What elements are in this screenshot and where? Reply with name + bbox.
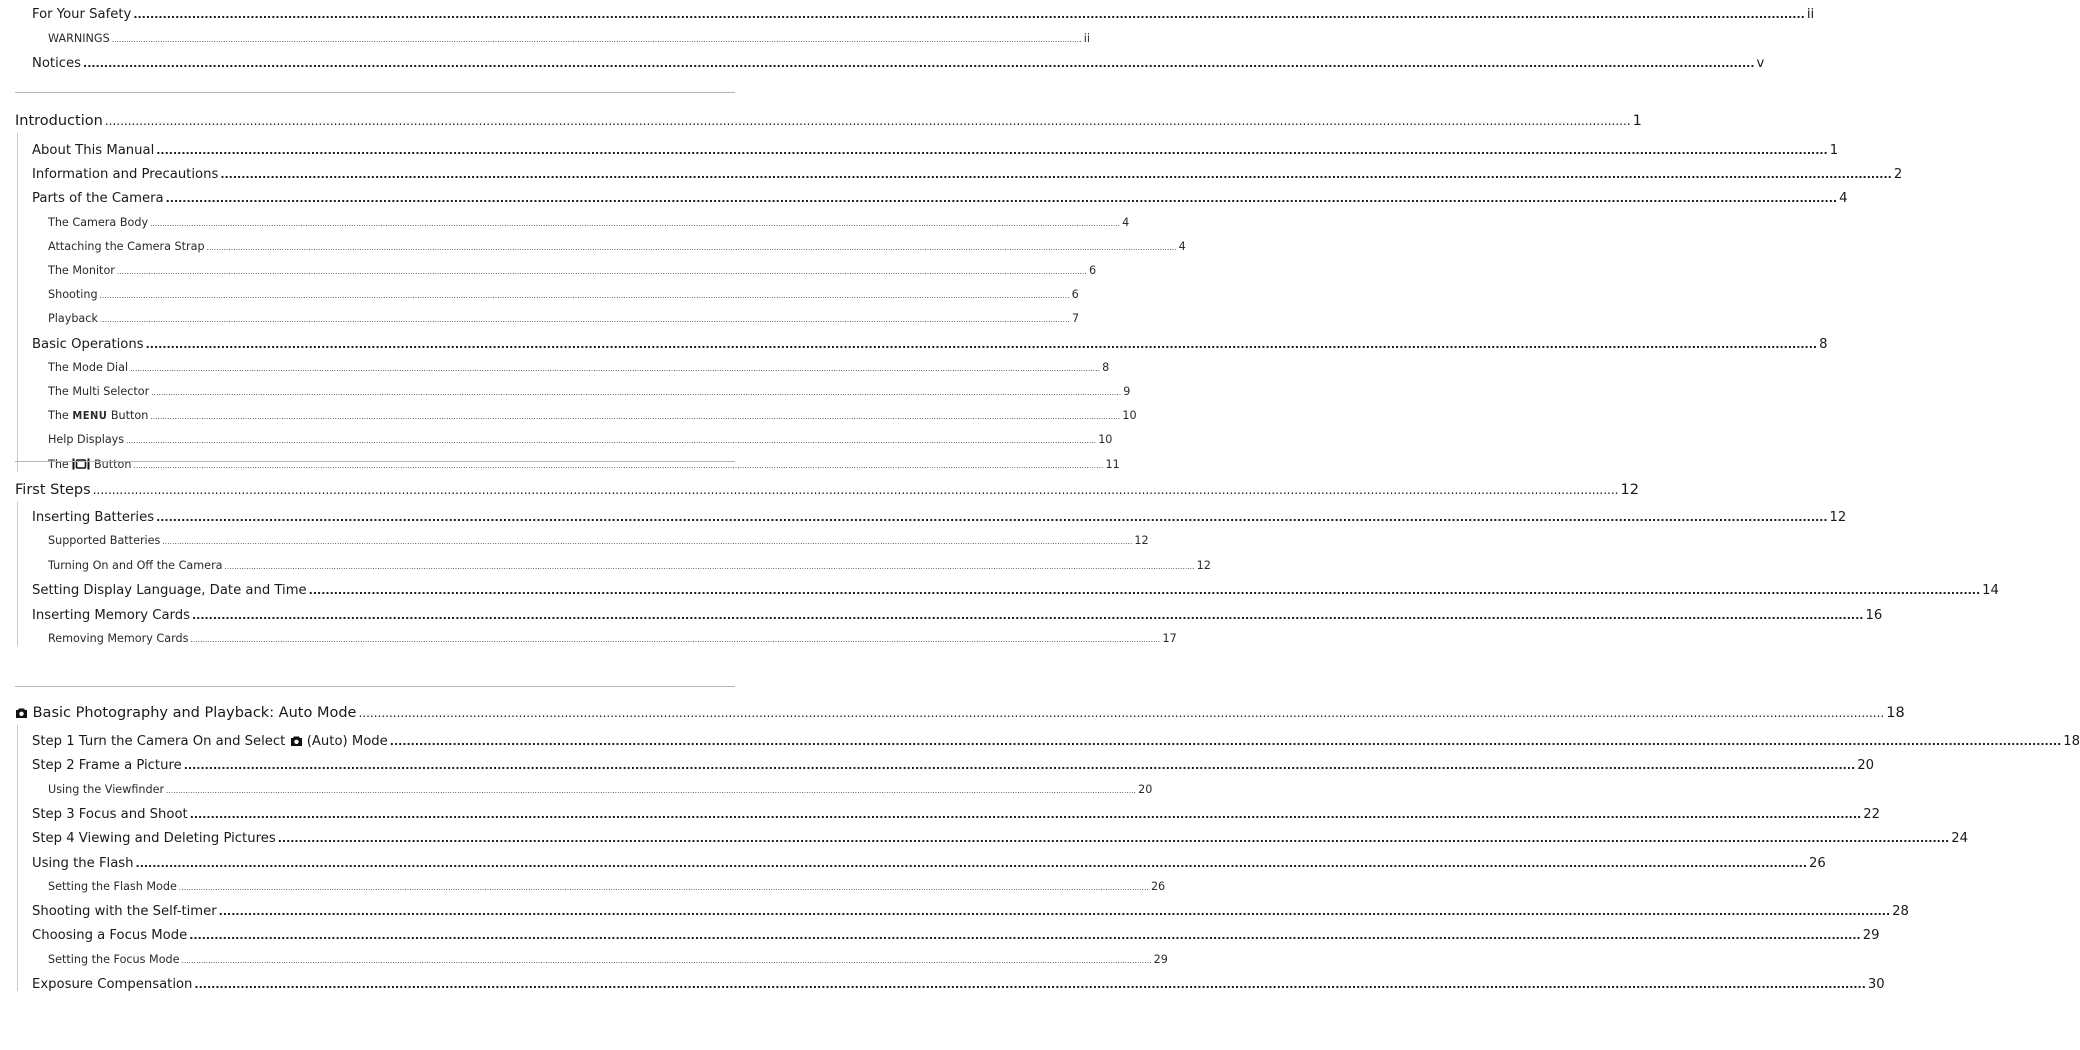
toc-entry[interactable] xyxy=(32,336,1828,352)
toc-entry-label: Step 4 Viewing and Deleting Pictures xyxy=(32,831,276,847)
toc-entry[interactable] xyxy=(48,312,1080,326)
toc-entry-label: About This Manual xyxy=(32,143,155,158)
toc-page-number: 30 xyxy=(1867,977,1885,992)
dot-leader: ................................................................................................................................................................................................................................................................................................................................................................................................................ xyxy=(133,461,1104,470)
toc-page-number: 1 xyxy=(1632,113,1642,129)
toc-entry[interactable] xyxy=(32,806,1880,822)
dot-leader: ................................................................................................................................................................................................................................................................................................................................................................................................................ xyxy=(220,168,1892,182)
dot-leader: ................................................................................................................................................................................................................................................................................................................................................................................................................ xyxy=(165,192,1838,206)
toc-entry[interactable] xyxy=(32,7,1815,22)
toc-entry[interactable] xyxy=(32,510,1847,525)
toc-page-number: 9 xyxy=(1123,385,1131,398)
toc-entry-label: The Multi Selector xyxy=(48,385,150,398)
toc-entry[interactable] xyxy=(32,734,2080,749)
section-divider xyxy=(15,461,735,462)
toc-entry[interactable] xyxy=(48,385,1131,398)
camera-icon xyxy=(15,705,28,721)
dot-leader: ................................................................................................................................................................................................................................................................................................................................................................................................................ xyxy=(135,856,1807,870)
dot-leader: ................................................................................................................................................................................................................................................................................................................................................................................................................ xyxy=(166,786,1137,795)
toc-entry[interactable] xyxy=(32,831,1968,847)
toc-page-number: 28 xyxy=(1892,904,1909,920)
toc-page-number: 26 xyxy=(1150,879,1166,893)
toc-page-number: ii xyxy=(1806,7,1815,22)
toc-entry[interactable] xyxy=(32,191,1848,207)
toc-entry[interactable] xyxy=(32,758,1874,774)
toc-entry-label: Exposure Compensation xyxy=(32,977,193,992)
toc-page-number: 12 xyxy=(1196,558,1211,572)
toc-entry-label: Supported Batteries xyxy=(48,534,161,548)
toc-entry-label: Notices xyxy=(32,56,82,71)
toc-page-number: 7 xyxy=(1071,312,1080,326)
toc-page-number: 12 xyxy=(1620,482,1639,498)
toc-entry-label: First Steps xyxy=(15,482,91,498)
toc-entry[interactable] xyxy=(32,607,1883,623)
toc-entry-label: The Button xyxy=(48,457,132,471)
toc-entry-label: Turning On and Off the Camera xyxy=(48,558,223,572)
toc-page-number: 18 xyxy=(2063,734,2080,749)
toc-page-number: 2 xyxy=(1893,167,1903,183)
dot-leader: ................................................................................................................................................................................................................................................................................................................................................................................................................ xyxy=(92,483,1619,497)
toc-entry[interactable] xyxy=(32,583,1999,599)
toc-section-heading[interactable] xyxy=(15,705,1905,721)
dot-leader: ................................................................................................................................................................................................................................................................................................................................................................................................................ xyxy=(194,978,1866,991)
dot-leader: ................................................................................................................................................................................................................................................................................................................................................................................................................ xyxy=(178,883,1149,892)
toc-page-number: 29 xyxy=(1862,928,1880,944)
toc-entry-label: Step 2 Frame a Picture xyxy=(32,758,182,774)
dot-leader: ................................................................................................................................................................................................................................................................................................................................................................................................................ xyxy=(83,57,1755,70)
toc-entry-label: The MENU Button xyxy=(48,409,149,423)
dot-leader: ................................................................................................................................................................................................................................................................................................................................................................................................................ xyxy=(104,114,1631,128)
dot-leader: ................................................................................................................................................................................................................................................................................................................................................................................................................ xyxy=(189,929,1861,943)
dot-leader: ................................................................................................................................................................................................................................................................................................................................................................................................................ xyxy=(150,413,1121,422)
toc-page-number: 12 xyxy=(1134,534,1149,548)
dot-leader: ................................................................................................................................................................................................................................................................................................................................................................................................................ xyxy=(190,636,1161,644)
toc-page-number: 18 xyxy=(1886,705,1905,721)
dot-leader: ................................................................................................................................................................................................................................................................................................................................................................................................................ xyxy=(151,389,1122,397)
toc-entry[interactable] xyxy=(32,977,1885,992)
dot-leader: ................................................................................................................................................................................................................................................................................................................................................................................................................ xyxy=(191,608,1864,622)
toc-entry[interactable] xyxy=(48,457,1120,471)
toc-entry-label: Help Displays xyxy=(48,433,125,447)
toc-entry-label: Playback xyxy=(48,312,98,326)
toc-section-heading[interactable] xyxy=(15,482,1639,498)
toc-entry-label: Setting the Flash Mode xyxy=(48,879,177,893)
toc-page-number: 26 xyxy=(1809,855,1826,871)
toc-entry[interactable] xyxy=(48,360,1110,374)
dot-leader: ................................................................................................................................................................................................................................................................................................................................................................................................................ xyxy=(111,36,1082,44)
toc-page-number: 29 xyxy=(1153,952,1168,966)
toc-entry-label: Using the Viewfinder xyxy=(48,782,165,796)
toc-entry-label: Parts of the Camera xyxy=(32,191,164,207)
section-guide-line xyxy=(17,133,18,472)
toc-entry[interactable] xyxy=(48,632,1177,645)
toc-entry[interactable] xyxy=(48,952,1168,966)
toc-entry-label: Basic Operations xyxy=(32,336,144,352)
toc-entry[interactable] xyxy=(48,288,1079,302)
toc-entry-label: WARNINGS xyxy=(48,32,110,45)
toc-entry-label: Setting Display Language, Date and Time xyxy=(32,583,307,599)
toc-entry[interactable] xyxy=(32,904,1909,920)
dot-leader: ................................................................................................................................................................................................................................................................................................................................................................................................................ xyxy=(156,144,1828,157)
toc-page-number: 6 xyxy=(1071,288,1079,302)
dot-leader: ................................................................................................................................................................................................................................................................................................................................................................................................................ xyxy=(133,8,1805,21)
toc-entry[interactable] xyxy=(48,215,1130,229)
toc-page-number: 20 xyxy=(1857,758,1874,774)
toc-entry-label: Choosing a Focus Mode xyxy=(32,928,188,944)
toc-entry-label: Information and Precautions xyxy=(32,167,219,183)
dot-leader: ................................................................................................................................................................................................................................................................................................................................................................................................................ xyxy=(150,219,1121,228)
dot-leader: ................................................................................................................................................................................................................................................................................................................................................................................................................ xyxy=(156,511,1828,524)
dot-leader: ................................................................................................................................................................................................................................................................................................................................................................................................................ xyxy=(183,759,1856,773)
dot-leader: ................................................................................................................................................................................................................................................................................................................................................................................................................ xyxy=(116,268,1087,276)
menu-button-label: MENU xyxy=(72,409,108,423)
toc-entry-label: Inserting Memory Cards xyxy=(32,607,190,623)
toc-page-number: 6 xyxy=(1088,264,1097,277)
section-guide-line xyxy=(17,502,18,646)
toc-entry[interactable] xyxy=(48,239,1186,253)
dot-leader: ................................................................................................................................................................................................................................................................................................................................................................................................................ xyxy=(126,437,1097,446)
toc-page-number: 14 xyxy=(1982,583,1999,599)
toc-entry[interactable] xyxy=(32,928,1880,944)
toc-entry[interactable] xyxy=(48,433,1113,447)
toc-page-number: 16 xyxy=(1865,607,1883,623)
toc-page-number: 4 xyxy=(1178,239,1186,253)
dot-leader: ................................................................................................................................................................................................................................................................................................................................................................................................................ xyxy=(181,956,1152,965)
toc-entry[interactable] xyxy=(48,558,1211,572)
toc-entry[interactable] xyxy=(48,534,1149,548)
dot-leader: ................................................................................................................................................................................................................................................................................................................................................................................................................ xyxy=(277,832,1950,846)
toc-entry[interactable] xyxy=(48,264,1097,277)
dot-leader: ................................................................................................................................................................................................................................................................................................................................................................................................................ xyxy=(358,706,1885,720)
toc-entry[interactable] xyxy=(32,167,1903,183)
dot-leader: ................................................................................................................................................................................................................................................................................................................................................................................................................ xyxy=(162,538,1133,547)
toc-page-number: 8 xyxy=(1819,336,1828,352)
section-divider xyxy=(15,686,735,687)
toc-entry-label: Removing Memory Cards xyxy=(48,632,189,645)
toc-entry-label: Step 1 Turn the Camera On and Select (Auto) Mode xyxy=(32,734,388,749)
dot-leader: ................................................................................................................................................................................................................................................................................................................................................................................................................ xyxy=(218,905,1891,919)
toc-entry-label: Inserting Batteries xyxy=(32,510,155,525)
toc-entry-label: The Camera Body xyxy=(48,215,149,229)
toc-entry-label: Step 3 Focus and Shoot xyxy=(32,806,188,822)
toc-page-number: ii xyxy=(1083,32,1090,45)
toc-entry-label: Attaching the Camera Strap xyxy=(48,239,205,253)
toc-entry[interactable] xyxy=(32,855,1826,871)
toc-entry[interactable] xyxy=(48,32,1090,45)
toc-entry[interactable] xyxy=(32,143,1839,158)
dot-leader: ................................................................................................................................................................................................................................................................................................................................................................................................................ xyxy=(206,243,1177,252)
toc-entry[interactable] xyxy=(32,56,1765,71)
toc-page-number: 4 xyxy=(1122,215,1130,229)
dot-leader: ................................................................................................................................................................................................................................................................................................................................................................................................................ xyxy=(145,337,1818,351)
section-divider xyxy=(15,92,735,93)
toc-page-number: 12 xyxy=(1829,510,1847,525)
toc-page-number: 17 xyxy=(1162,632,1177,645)
toc-page-number: 1 xyxy=(1829,143,1839,158)
dot-leader: ................................................................................................................................................................................................................................................................................................................................................................................................................ xyxy=(389,735,2062,748)
toc-entry-label: For Your Safety xyxy=(32,7,132,22)
section-guide-line xyxy=(17,725,18,991)
toc-page-number: 8 xyxy=(1102,360,1110,374)
monitor-button-icon xyxy=(72,458,90,471)
toc-page-number: 11 xyxy=(1105,457,1120,471)
dot-leader: ................................................................................................................................................................................................................................................................................................................................................................................................................ xyxy=(99,292,1070,301)
toc-page-number: 10 xyxy=(1098,433,1113,447)
dot-leader: ................................................................................................................................................................................................................................................................................................................................................................................................................ xyxy=(99,316,1070,325)
toc-entry-label: Using the Flash xyxy=(32,855,134,871)
toc-section-heading[interactable] xyxy=(15,113,1642,129)
toc-page-number: 20 xyxy=(1138,782,1153,796)
dot-leader: ................................................................................................................................................................................................................................................................................................................................................................................................................ xyxy=(224,562,1195,571)
toc-page-number: 24 xyxy=(1951,831,1968,847)
dot-leader: ................................................................................................................................................................................................................................................................................................................................................................................................................ xyxy=(189,807,1862,821)
toc-entry-label: The Mode Dial xyxy=(48,360,129,374)
toc-entry[interactable] xyxy=(48,782,1153,796)
toc-page-number: 10 xyxy=(1122,409,1137,423)
toc-entry-label: Basic Photography and Playback: Auto Mode xyxy=(15,705,356,721)
toc-entry-label: Shooting xyxy=(48,288,98,302)
toc-entry-label: Introduction xyxy=(15,113,103,129)
camera-icon xyxy=(290,734,303,749)
toc-page-number: 22 xyxy=(1863,806,1880,822)
toc-entry-label: Shooting with the Self-timer xyxy=(32,904,217,920)
toc-entry-label: Setting the Focus Mode xyxy=(48,952,180,966)
toc-entry-label: The Monitor xyxy=(48,264,115,277)
toc-page-number: 4 xyxy=(1839,191,1848,207)
toc-page-number: v xyxy=(1756,56,1765,71)
toc-entry[interactable] xyxy=(48,409,1137,423)
toc-entry[interactable] xyxy=(48,879,1166,893)
dot-leader: ................................................................................................................................................................................................................................................................................................................................................................................................................ xyxy=(308,584,1981,598)
dot-leader: ................................................................................................................................................................................................................................................................................................................................................................................................................ xyxy=(130,364,1101,373)
